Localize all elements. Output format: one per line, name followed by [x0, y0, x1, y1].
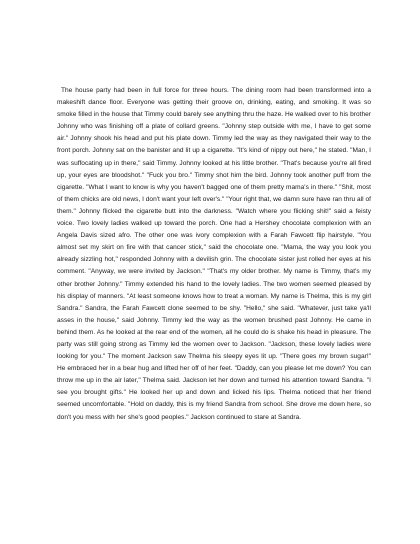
body-paragraph: The house party had been in full force for three hours. The dining room had been transformed into a makeshift dance floor. Everyone was getting their groove on, drinking, eating, and smoking. It was so smoke filled in the house that Timmy could barely see anything thru the haze. He walked over to his brother Johnny who was finishing off a plate of collard greens. "Johnny step outside with me, I have to get some air." Johnny shook his head and put his plate down. Timmy led the way as they navigated their way to the front porch. Johnny sat on the banister and lit up a cigarette. "It's kind of nippy out here," he stated. "Man, I was suffocating up in there," said Timmy. Johnny looked at his little brother. "That's because you're all fired up, your eyes are bloodshot." "Fuck you bro." Timmy shot him the bird. Johnny took another puff from the cigarette. "What I want to know is why you haven't bagged one of them pretty mama's in there." "Shit, most of them chicks are old news, I don't want your left over's." "Your right that, we damn sure have ran thru all of them." Johnny flicked the cigarette butt into the darkness. "Watch where you flicking shit!" said a feisty voice. Two lovely ladies walked up toward the porch. One had a Hershey chocolate complexion with an Angela Davis sized afro. The other one was ivory complexion with a Farah Fawcett flip hairstyle. "You almost set my skirt on fire with that cancer stick," said the chocolate one. "Mama, the way you look you already sizzling hot," responded Johnny with a devilish grin. The chocolate sister just rolled her eyes at his comment. "Anyway, we were invited by Jackson." "That's my older brother. My name is Timmy, that's my other brother Johnny." Timmy extended his hand to the lovely ladies. The two women seemed pleased by his display of manners. "At least someone knows how to treat a woman. My name is Thelma, this is my girl Sandra." Sandra, the Farah Fawcett clone seemed to be shy. "Hello," she said. "Whatever, just take ya'll asses in the house," said Johnny. Timmy led the way as the women brushed past Johnny. He came in behind them. As he looked at the rear end of the women, all he could do is shake his head in pleasure. The party was still going strong as Timmy led the women over to Jackson. "Jackson, these lovely ladies were looking for you." The moment Jackson saw Thelma his sleepy eyes lit up. "There goes my brown sugar!" He embraced her in a bear hug and lifted her off of her feet. "Daddy, can you please let me down? You can throw me up in the air later," Thelma said. Jackson let her down and turned his attention toward Sandra. "I see you brought gifts." He looked her up and down and licked his lips. Thelma noticed that her friend seemed uncomfortable. "Hold on daddy, this is my friend Sandra from school. She drove me down here, so don't you mess with her she's good peoples." Jackson continued to stare at Sandra. — [57, 87, 371, 421]
